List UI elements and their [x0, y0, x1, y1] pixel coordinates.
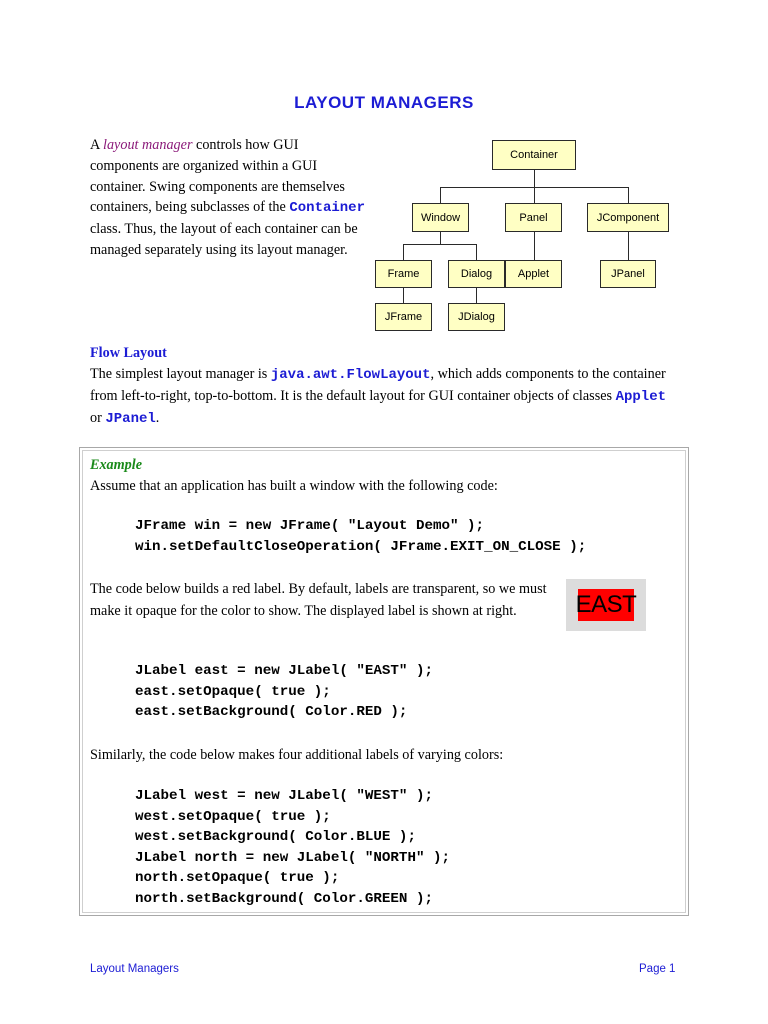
example-heading: Example	[90, 457, 143, 473]
node-dialog: Dialog	[448, 260, 505, 288]
flow-layout-paragraph	[90, 364, 680, 430]
code-block-3: JLabel west = new JLabel( "WEST" ); west.setOpaque( true ); west.setBackground( Color.BLUE ); JLabel north = new JLabel( "NORTH" ); north.setOpaque( true ); north.setBackground( Color.GREEN );	[135, 788, 451, 907]
inline-code: java.awt.FlowLayout	[270, 367, 431, 383]
east-label: EAST	[578, 589, 634, 621]
example-paragraph-1: Assume that an application has built a window with the following code:	[90, 478, 498, 494]
node-jpanel: JPanel	[600, 260, 656, 288]
inline-code: JPanel	[105, 411, 156, 427]
intro-text: class. Thus, the layout of each container can be managed separately using its layout manager.	[90, 221, 358, 258]
inline-code: Container	[289, 200, 365, 217]
node-jframe: JFrame	[375, 303, 432, 331]
flow-text: , which adds components to the container from left-to-right, top-to-bottom. It is the default layout for GUI container objects of classes	[90, 366, 666, 404]
code-block-2: JLabel east = new JLabel( "EAST" ); east.setOpaque( true ); east.setBackground( Color.RED );	[135, 663, 433, 721]
intro-paragraph	[90, 135, 370, 261]
intro-text: A	[90, 137, 104, 153]
node-window: Window	[412, 203, 469, 232]
node-frame: Frame	[375, 260, 432, 288]
code-block-1: JFrame win = new JFrame( "Layout Demo" ); win.setDefaultCloseOperation( JFrame.EXIT_ON_CLOSE );	[135, 518, 587, 555]
footer-title: Layout Managers	[90, 963, 179, 975]
node-jcomponent: JComponent	[587, 203, 669, 232]
node-container: Container	[492, 140, 576, 170]
flow-text: The simplest layout manager is	[90, 366, 271, 382]
flow-text: or	[90, 410, 106, 426]
intro-term: layout manager	[103, 137, 193, 153]
example-paragraph-3: Similarly, the code below makes four additional labels of varying colors:	[90, 747, 504, 763]
node-panel: Panel	[505, 203, 562, 232]
east-label-preview	[566, 579, 646, 631]
node-applet: Applet	[505, 260, 562, 288]
flow-text: .	[155, 410, 160, 426]
intro-text: controls how GUI components are organized within a GUI container. Swing components are themselves containers, being subclasses of the	[90, 137, 345, 216]
footer-page-number: Page 1	[639, 963, 676, 975]
flow-layout-heading: Flow Layout	[90, 345, 167, 361]
example-paragraph-2: The code below builds a red label. By default, labels are transparent, so we must make it opaque for the color to show. The displayed label is shown at right.	[90, 581, 547, 619]
page-title: LAYOUT MANAGERS	[294, 93, 474, 112]
inline-code: Applet	[615, 389, 667, 405]
node-jdialog: JDialog	[448, 303, 505, 331]
